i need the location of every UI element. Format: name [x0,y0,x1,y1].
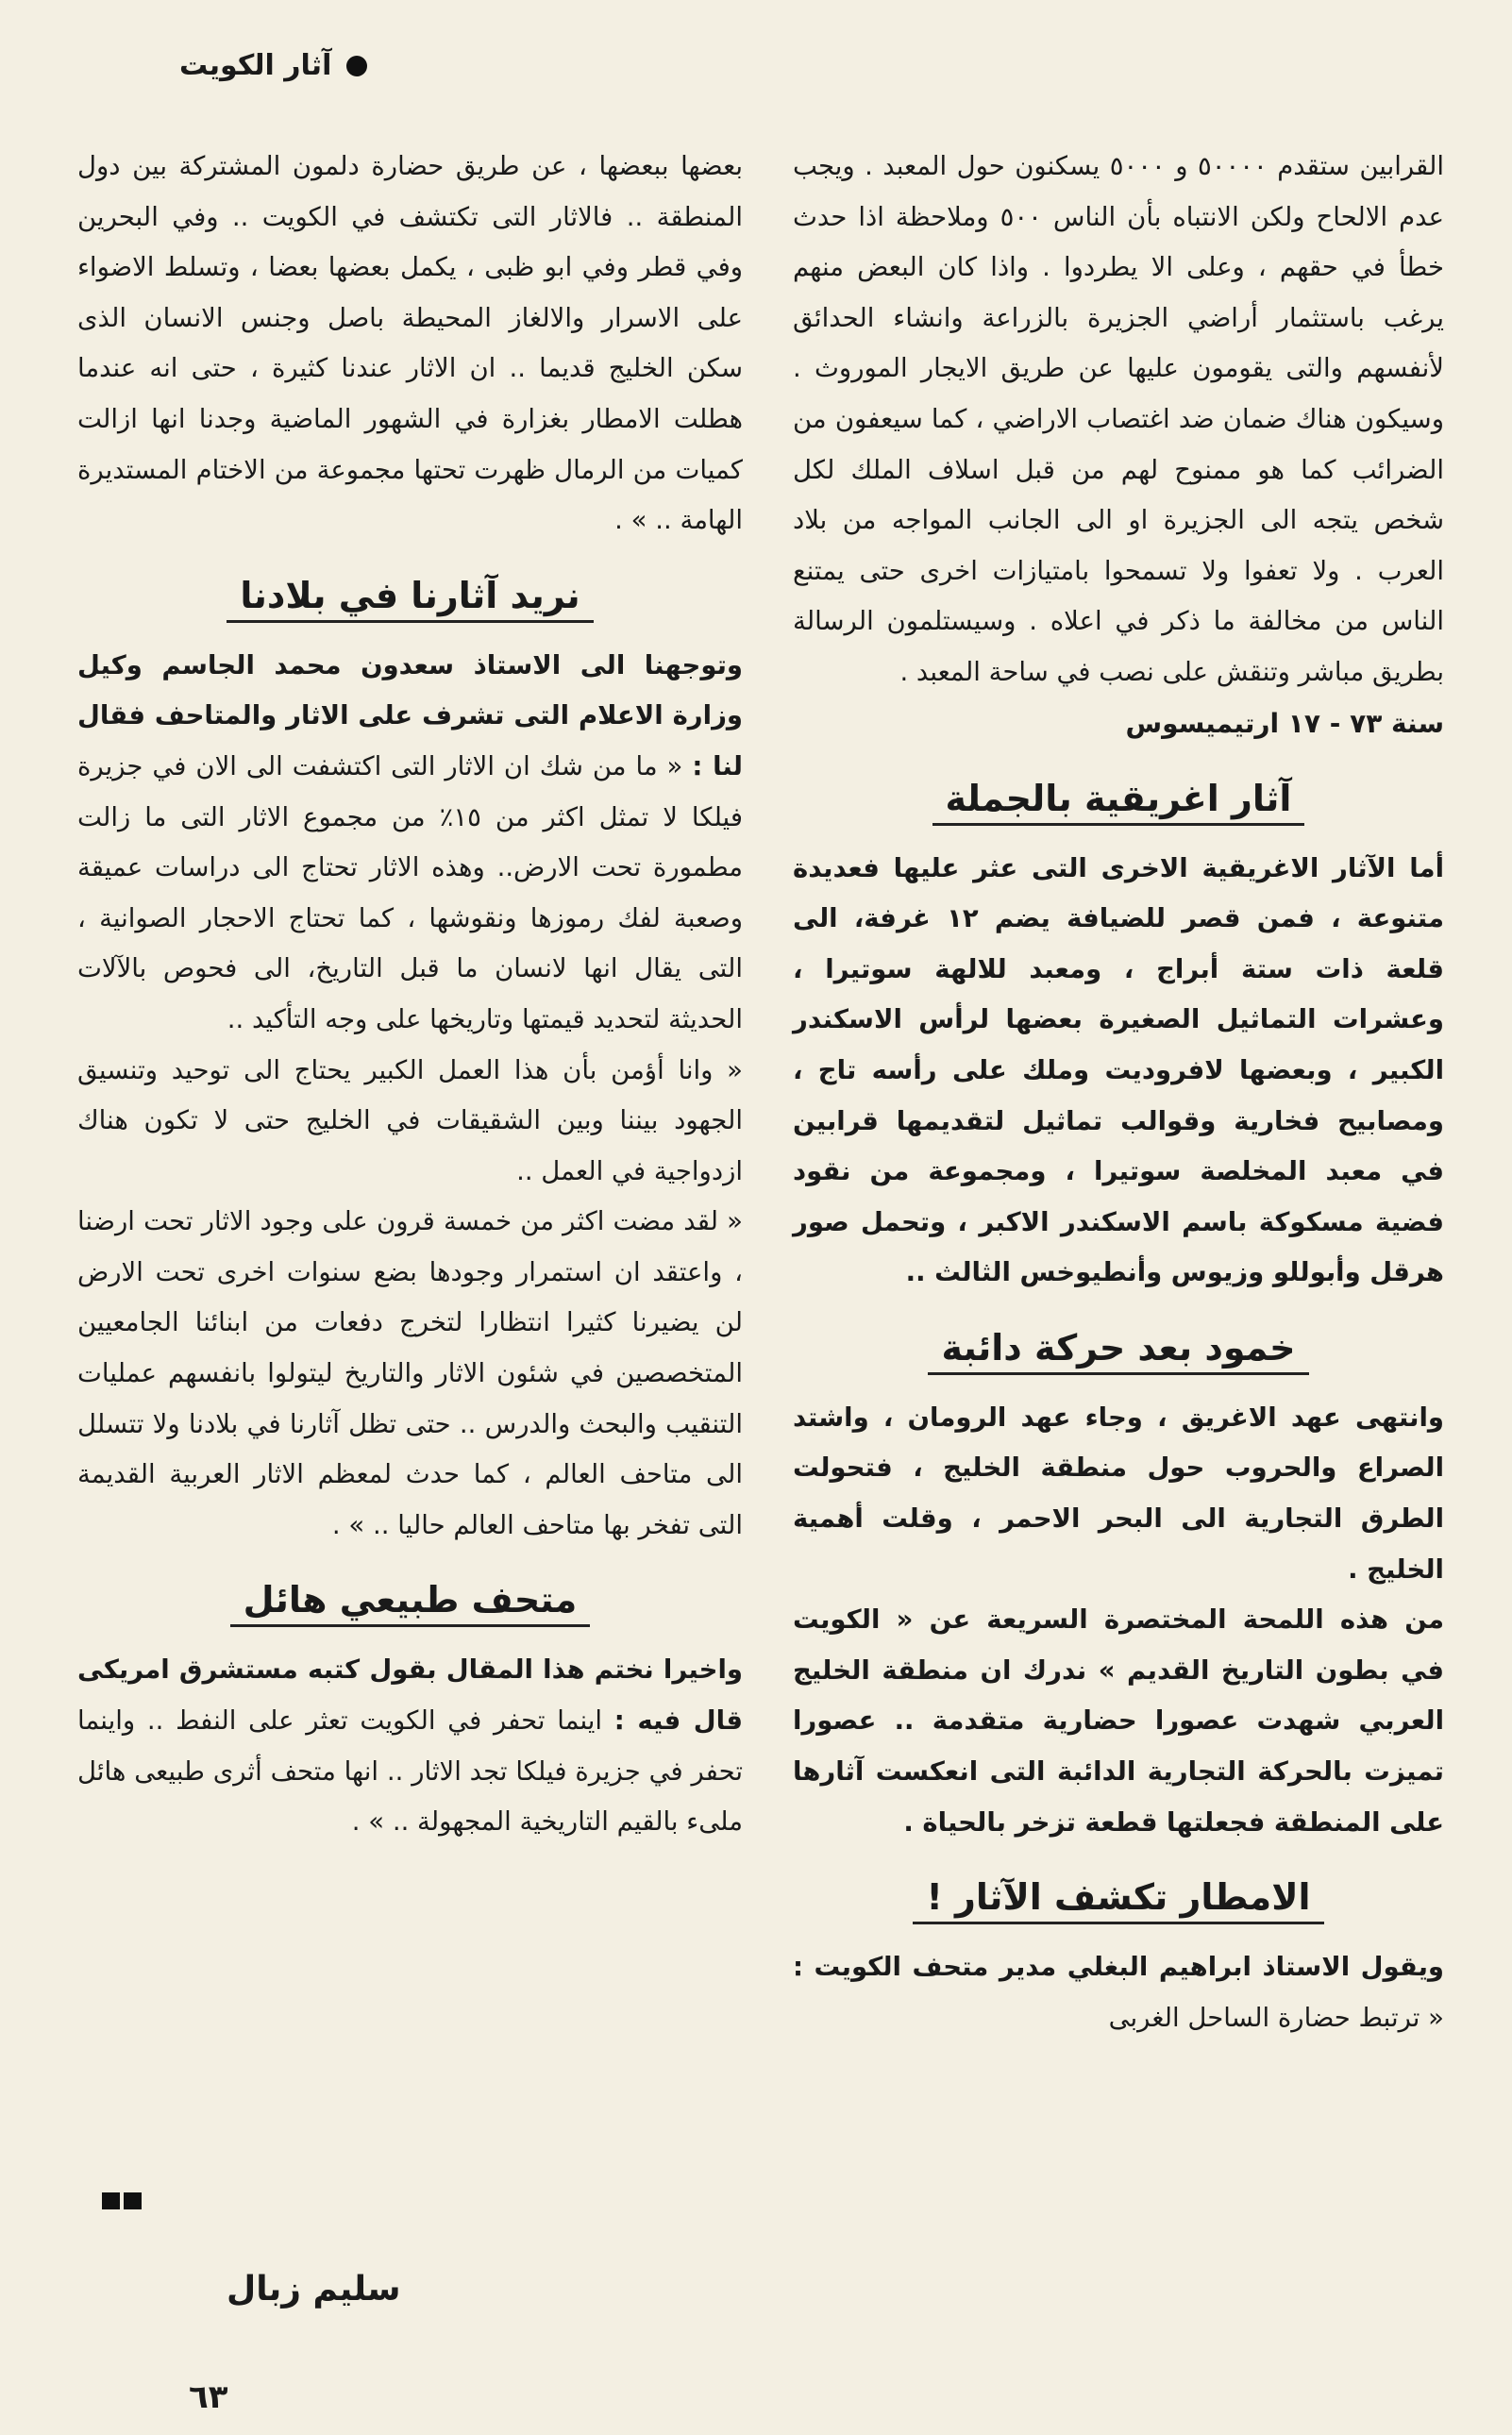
section-heading-greek-relics [793,770,1444,827]
section-heading-text: آثار اغريقية بالجملة [932,778,1305,826]
section-heading-rains [793,1869,1444,1925]
bullet-icon [346,56,367,76]
decline-paragraph-1: وانتهى عهد الاغريق ، وجاء عهد الرومان ، واشتد الصراع والحروب حول منطقة الخليج ، فتحولت الطرق التجارية الى البحر الاحمر ، وقلت أهمية الخليج . [793,1402,1444,1585]
inscription-date: سنة ٧٣ - ١٧ ارتيميسوس [1125,707,1444,739]
end-mark-row [94,2191,142,2209]
right-intro-paragraph: القرابين ستقدم ٥٠٠٠٠ و ٥٠٠٠ يسكنون حول المعبد . ويجب عدم الالحاح ولكن الانتباه بأن الناس ٥٠٠ وملاحظة اذا حدث خطأ في حقهم ، وعلى الا يطردوا . واذا كان البعض منهم يرغب باستثمار أراضي الجزيرة بالزراعة وانشاء الحدائق لأنفسهم والتى يقومون عليها عن طريق الايجار الموروث . وسيكون هناك ضمان ضد اغتصاب الاراضي ، كما سيعفون من الضرائب كما هو ممنوح لهم من قبل اسلاف الملك لكل شخص يتجه الى الجزيرة او الى الجانب المواجه من بلاد العرب . ولا تعفوا ولا تسمحوا بامتيازات اخرى حتى يمتنع الناس من مخالفة ما ذكر في اعلاه . وسيستلمون الرسالة بطريق مباشر وتنقش على نصب في ساحة المعبد . [793,151,1444,687]
our-relics-paragraph-1 [77,641,743,1046]
rains-paragraph-quote: « ترتبط حضارة الساحل الغربى [1108,2002,1444,2033]
our-relics-paragraph-2: « وانا أؤمن بأن هذا العمل الكبير يحتاج الى توحيد وتنسيق الجهود بيننا وبين الشقيقات في الخليج حتى لا تكون هناك ازدواجية في العمل .. [77,1054,743,1186]
running-header [179,49,367,82]
section-heading-our-relics [77,567,743,624]
our-relics-paragraph-3: « لقد مضت اكثر من خمسة قرون على وجود الاثار تحت ارضنا ، واعتقد ان استمرار وجودها بضع سنوات اخرى تحت الارض لن يضيرنا كثيرا انتظارا لتخرج دفعات من ابنائنا الجامعيين المتخصصين في شئون الاثار والتاريخ ليتولوا بانفسهم عمليات التنقيب والبحث والدرس .. حتى تظل آثارنا في بلادنا ولا تتسلل الى متاحف العالم ، كما حدث لمعظم الاثار العربية القديمة التى تفخر بها متاحف العالم حاليا .. » . [77,1206,743,1540]
museum-quote: اينما تحفر في الكويت تعثر على النفط .. واينما تحفر في جزيرة فيلكا تجد الاثار .. انها متحف أثرى طبيعى هائل ملىء بالقيم التاريخية المجهولة .. » . [77,1705,743,1838]
section-heading-text: نريد آثارنا في بلادنا [227,575,593,623]
section-heading-decline [793,1319,1444,1376]
right-column [793,142,1444,2043]
section-heading-museum [77,1571,743,1628]
left-column [77,142,743,1848]
rains-paragraph-lead: ويقول الاستاذ ابراهيم البغلي مدير متحف الكويت : [793,1952,1444,1983]
section-heading-text: الامطار تكشف الآثار ! [913,1876,1323,1924]
rains-paragraph [793,1942,1444,2043]
end-of-article-mark-icon [102,2192,142,2209]
running-header-title: آثار الكويت [179,49,332,82]
museum-lead: واخيرا نختم هذا المقال بقول كتبه مستشرق امريكى قال فيه : [77,1654,744,1737]
our-relics-quote: « ما من شك ان الاثار التى اكتشفت الى الان في جزيرة فيلكا لا تمثل اكثر من ١٥٪ من مجموع الاثار التى ما زالت مطمورة تحت الارض.. وهذه الاثار تحتاج الى دراسات عميقة وصعبة لفك رموزها ونقوشها ، كما تحتاج الاحجار الصوانية ، التى يقال انها لانسان ما قبل التاريخ، الى فحوص بالآلات الحديثة لتحديد قيمتها وتاريخها على وجه التأكيد .. [77,750,743,1034]
section-heading-text: متحف طبيعي هائل [230,1579,591,1627]
author-name: سليم زبال [227,2270,401,2309]
left-intro-paragraph: بعضها ببعضها ، عن طريق حضارة دلمون المشتركة بين دول المنطقة .. فالاثار التى تكتشف في الكويت .. وفي البحرين وفي قطر وفي ابو ظبى ، يكمل بعضها بعضا ، وتسلط الاضواء على الاسرار والالغاز المحيطة باصل وجنس الانسان الذى سكن الخليج قديما .. ان الاثار عندنا كثيرة ، حتى انه عندما هطلت الامطار بغزارة في الشهور الماضية وجدنا انها ازالت كميات من الرمال ظهرت تحتها مجموعة من الاختام المستديرة الهامة .. » . [77,151,743,536]
museum-paragraph [77,1645,743,1847]
section-heading-text: خمود بعد حركة دائبة [928,1327,1308,1375]
page-number: ٦٣ [189,2378,228,2416]
greek-relics-paragraph: أما الآثار الاغريقية الاخرى التى عثر عليها فعديدة متنوعة ، فمن قصر للضيافة يضم ١٢ غرفة، الى قلعة ذات ستة أبراج ، ومعبد للالهة سوتيرا ، وعشرات التماثيل الصغيرة بعضها لرأس الاسكندر الكبير ، وبعضها لافروديت وملك على رأسه تاج ، ومصابيح فخارية وقوالب تماثيل لتقديمها قرابين في معبد المخلصة سوتيرا ، ومجموعة من نقود فضية مسكوكة باسم الاسكندر الاكبر ، وتحمل صور هرقل وأبوللو وزيوس وأنطيوخس الثالث .. [793,852,1444,1288]
our-relics-lead: وتوجهنا الى الاستاذ سعدون محمد الجاسم وكيل وزارة الاعلام التى تشرف على الاثار والمتاحف فقال لنا : [77,649,743,781]
decline-paragraph-2: من هذه اللمحة المختصرة السريعة عن « الكويت في بطون التاريخ القديم » ندرك ان منطقة الخليج العربي شهدت عصورا حضارية متقدمة .. عصورا تميزت بالحركة التجارية الدائبة التى انعكست آثارها على المنطقة فجعلتها قطعة تزخر بالحياة . [793,1604,1444,1838]
